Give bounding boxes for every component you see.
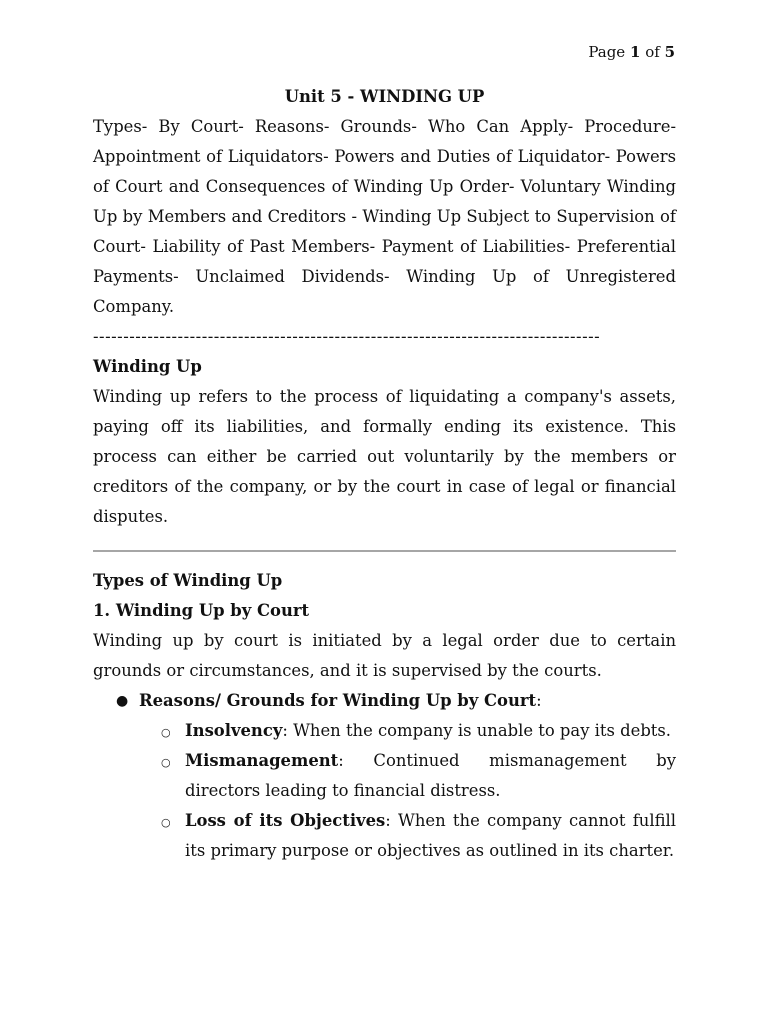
bullet-circle-icon: ○ (161, 816, 171, 829)
item-term: Loss of its Objectives (185, 811, 386, 830)
page-prefix: Page (588, 43, 626, 61)
page-total: 5 (664, 43, 675, 61)
horizontal-rule (93, 550, 676, 552)
page-of: of (645, 43, 660, 61)
item-text: : When the company is unable to pay its debts. (282, 721, 672, 740)
page-number (588, 42, 675, 62)
bullet-dot-icon: ● (116, 693, 129, 709)
subsection-heading-court: 1. Winding Up by Court (93, 601, 310, 620)
list-item-loss-of-objectives (93, 806, 676, 866)
item-term: Mismanagement (185, 751, 339, 770)
item-term: Insolvency (185, 721, 283, 740)
court-winding-description: Winding up by court is initiated by a legal order due to certain grounds or circumstances, and it is supervised by the courts. (93, 631, 676, 680)
unit-title (93, 82, 676, 112)
section-heading-types: Types of Winding Up (93, 571, 283, 590)
unit-topic: WINDING UP (360, 87, 485, 106)
reasons-colon: : (536, 691, 542, 710)
document-body (93, 82, 676, 866)
dash-separator: ------------------------------------------------------------------------------------ (93, 327, 601, 346)
list-item-mismanagement (93, 746, 676, 806)
item-text: : Continued mismanagement by directors leading to financial distress. (185, 751, 676, 800)
unit-label: Unit 5 - (284, 87, 361, 106)
syllabus-text: Types- By Court- Reasons- Grounds- Who Can Apply- Procedure- Appointment of Liquidators- Powers and Duties of Liquidator- Powers of Court and Consequences of Winding Up Order- Voluntary Winding Up by Members and Creditors - Winding Up Subject to Supervision of Court- Liability of Past Members- Payment of Liabilities- Preferential Payments- Unclaimed Dividends- Winding Up of Unregistered Company. (93, 117, 676, 316)
page-current: 1 (629, 43, 641, 61)
bullet-circle-icon: ○ (161, 756, 171, 769)
bullet-circle-icon: ○ (161, 726, 171, 739)
list-item-insolvency (93, 716, 676, 746)
list-item-reasons (93, 686, 676, 716)
reasons-heading: Reasons/ Grounds for Winding Up by Court (139, 691, 537, 710)
section-heading-winding-up: Winding Up (93, 357, 202, 376)
item-text: : When the company cannot fulfill its primary purpose or objectives as outlined in its charter. (185, 811, 676, 860)
winding-up-definition: Winding up refers to the process of liquidating a company's assets, paying off its liabilities, and formally ending its existence. This process can either be carried out voluntarily by the members or creditors of the company, or by the court in case of legal or financial disputes. (93, 387, 676, 526)
